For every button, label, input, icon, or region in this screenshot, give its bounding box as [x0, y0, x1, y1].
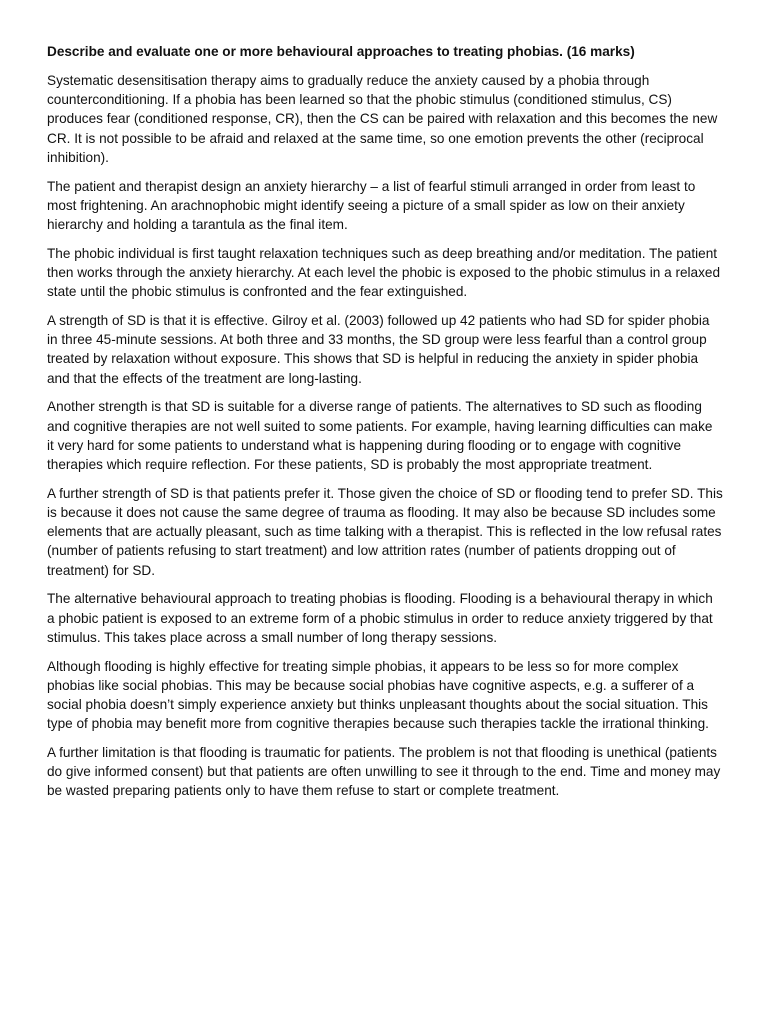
paragraph-flooding-intro: The alternative behavioural approach to treating phobias is flooding. Flooding is a behavioural therapy in which a phobic patient is exposed to an extreme form of a phobic stimulus in order to reduce anxiety triggered by that stimulus. This takes place across a small number of long therapy sessions. [47, 591, 713, 645]
paragraph-strength-diverse: Another strength is that SD is suitable for a diverse range of patients. The alternatives to SD such as flooding and cognitive therapies are not well suited to some patients. For example, having learning difficulties can make it very hard for some patients to understand what is happening during flooding or to engage with cognitive therapies which require reflection. For these patients, SD is probably the most appropriate treatment. [47, 399, 713, 473]
paragraph-strength-effective: A strength of SD is that it is effective. Gilroy et al. (2003) followed up 42 patients who had SD for spider phobia in three 45-minute sessions. At both three and 33 months, the SD group were less fearful than a control group treated by relaxation without exposure. This shows that SD is helpful in reducing the anxiety in spider phobia and that the effects of the treatment are long-lasting. [47, 313, 710, 386]
paragraph-relaxation: The phobic individual is first taught relaxation techniques such as deep breathing and/or meditation. The patient then works through the anxiety hierarchy. At each level the phobic is exposed to the phobic stimulus in a relaxed state until the phobic stimulus is confronted and the fear extinguished. [47, 245, 721, 300]
paragraph-strength-preference: A further strength of SD is that patients prefer it. Those given the choice of SD or flooding tend to prefer SD. This is because it does not cause the same degree of trauma as flooding. It may also be because SD includes some elements that are actually pleasant, such as time talking with a therapist. This is reflected in the low refusal rates (number of patients refusing to start treatment) and low attrition rates (number of patients dropping out of treatment) for SD. [47, 485, 723, 578]
paragraph-sd-intro: Systematic desensitisation therapy aims to gradually reduce the anxiety caused by a phobia through counterconditioning. If a phobia has been learned so that the phobic stimulus (conditioned stimulus, CS) produces fear (conditioned response, CR), then the CS can be paired with relaxation and this becomes the new CR. It is not possible to be afraid and relaxed at the same time, so one emotion prevents the other (reciprocal inhibition). [47, 73, 718, 165]
paragraph-anxiety-hierarchy: The patient and therapist design an anxiety hierarchy – a list of fearful stimuli arranged in order from least to most frightening. An arachnophobic might identify seeing a picture of a small spider as low on their anxiety hierarchy and holding a tarantula as the final item. [47, 178, 696, 233]
paragraph-flooding-limitation-complex: Although flooding is highly effective for treating simple phobias, it appears to be less so for more complex phobias like social phobias. This may be because social phobias have cognitive aspects, e.g. a sufferer of a social phobia doesn’t simply experience anxiety but thinks unpleasant thoughts about the social situation. This type of phobia may benefit more from cognitive therapies because such therapies tackle the irrational thinking. [47, 658, 709, 732]
paragraph-flooding-limitation-traumatic: A further limitation is that flooding is traumatic for patients. The problem is not that flooding is unethical (patients do give informed consent) but that patients are often unwilling to see it through to the end. Time and money may be wasted preparing patients only to have them refuse to start or complete treatment. [47, 745, 721, 799]
document-title: Describe and evaluate one or more behavioural approaches to treating phobias. (16 marks) [47, 44, 635, 59]
document-page [47, 42, 723, 810]
